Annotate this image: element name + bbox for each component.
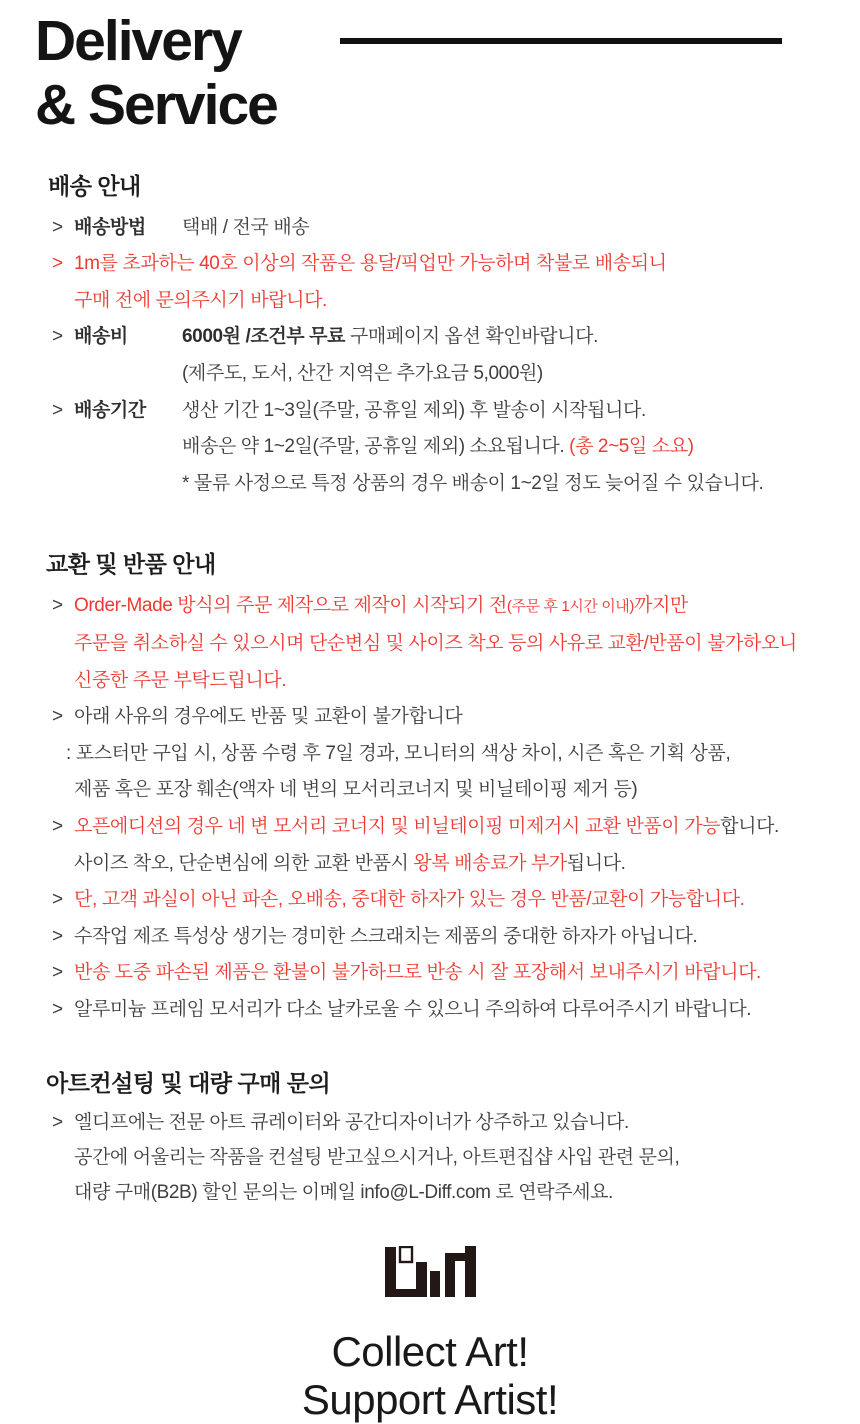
- page-title-line2: & Service: [35, 72, 277, 137]
- page-title: [35, 10, 860, 138]
- contact-email: info@L-Diff.com: [360, 1181, 491, 1203]
- bullet: >: [52, 998, 63, 1020]
- round-trip-tail: 됩니다.: [566, 852, 626, 874]
- exchange-heading: 교환 및 반품 안내: [46, 551, 216, 578]
- open-edition-row: [46, 809, 830, 846]
- footer-tagline: [0, 1328, 860, 1424]
- footer: [0, 1246, 860, 1424]
- consulting-line1: 엘디프에는 전문 아트 큐레이터와 공간디자이너가 상주하고 있습니다.: [74, 1111, 629, 1133]
- bullet: >: [52, 326, 63, 348]
- period-line2-black: 배송은 약 1~2일(주말, 공휴일 제외) 소요됩니다.: [182, 436, 570, 458]
- round-trip-red: 왕복 배송료가 부가: [413, 852, 567, 874]
- consulting-line3: [74, 1175, 613, 1210]
- order-made-line3: 신중한 주문 부탁드립니다.: [74, 669, 287, 691]
- aluminum-row: [46, 992, 830, 1029]
- bullet: >: [52, 253, 63, 275]
- bullet: >: [52, 815, 63, 837]
- scratch-line: 수작업 제조 특성상 생기는 경미한 스크래치는 제품의 중대한 하자가 아닙니다.: [74, 925, 698, 947]
- page-title-line1: Delivery: [35, 9, 241, 73]
- oversize-notice-line2: 구매 전에 문의주시기 바랍니다.: [74, 289, 327, 311]
- tagline-line2: Support Artist!: [301, 1375, 559, 1423]
- shipping-period-line2-row: [46, 429, 830, 466]
- open-edition-tail: 합니다.: [720, 815, 779, 837]
- consulting-section: [0, 1065, 860, 1210]
- shipping-fee-value: [182, 319, 830, 356]
- consulting-line2: 공간에 어울리는 작품을 컨설팅 받고싶으시거나, 아트편집샵 사입 관련 문의,: [74, 1146, 680, 1168]
- bullet: >: [52, 399, 63, 421]
- open-edition-line1: [74, 809, 830, 846]
- no-return-line2: : 포스터만 구입 시, 상품 수령 후 7일 경과, 모니터의 색상 차이, 시즌 혹은 기획 상품,: [66, 742, 731, 764]
- tagline-line1: Collect Art!: [331, 1327, 529, 1375]
- shipping-period-line3: * 물류 사정으로 특정 상품의 경우 배송이 1~2일 정도 늦어질 수 있습니다.: [182, 472, 764, 494]
- bullet: >: [52, 889, 63, 911]
- aluminum-line: 알루미늄 프레임 모서리가 다소 날카로울 수 있으니 주의하여 다루어주시기 바랍니다.: [74, 998, 752, 1020]
- order-made-cont2: [46, 663, 830, 700]
- header-rule-divider: [340, 38, 782, 44]
- shipping-fee-label: 배송비: [74, 326, 128, 348]
- page-header: [0, 0, 860, 138]
- bullet: >: [52, 1111, 63, 1133]
- bullet: >: [52, 962, 63, 984]
- round-trip-line: [74, 846, 626, 883]
- consulting-row: [46, 1105, 830, 1140]
- consulting-heading: 아트컨설팅 및 대량 구매 문의: [46, 1069, 331, 1096]
- shipping-period-label: 배송기간: [74, 399, 146, 421]
- order-made-line1: [74, 588, 830, 626]
- shipping-fee-rest: 구매페이지 옵션 확인바랍니다.: [345, 326, 598, 348]
- return-damage-row: [46, 955, 830, 992]
- order-made-line2: 주문을 취소하실 수 있으시며 단순변심 및 사이즈 착오 등의 사유로 교환/반품이 불가하오니: [74, 633, 797, 654]
- shipping-method-value: 택배 / 전국 배송: [182, 216, 310, 238]
- order-made-cont1: [46, 626, 830, 663]
- return-damage-line: 반송 도중 파손된 제품은 환불이 불가하므로 반송 시 잘 포장해서 보내주시기 바랍니다.: [74, 962, 761, 984]
- shipping-period-line1: 생산 기간 1~3일(주말, 공휴일 제외) 후 발송이 시작됩니다.: [182, 399, 646, 421]
- oversize-notice-cont: [46, 283, 830, 320]
- shipping-fee-amount: 6000원 /조건부 무료: [182, 326, 346, 348]
- shipping-fee-note: (제주도, 도서, 산간 지역은 추가요금 5,000원): [182, 363, 543, 385]
- consulting-cont1: [46, 1140, 830, 1175]
- order-made-pre: Order-Made 방식의 주문 제작으로 제작이 시작되기 전: [74, 595, 507, 617]
- shipping-method-row: [46, 210, 830, 247]
- shipping-heading: 배송 안내: [48, 172, 141, 199]
- order-made-post: 까지만: [634, 595, 688, 617]
- bullet: >: [52, 595, 63, 617]
- order-made-small: (주문 후 1시간 이내): [506, 598, 634, 616]
- exchange-section: [0, 546, 860, 1028]
- shipping-method-label: 배송방법: [74, 216, 146, 238]
- shipping-section: [0, 168, 860, 503]
- consulting-cont2: [46, 1175, 830, 1210]
- no-return-line3: 제품 혹은 포장 훼손(액자 네 변의 모서리코너지 및 비닐테이핑 제거 등): [74, 779, 638, 801]
- shipping-fee-note-row: [46, 356, 830, 393]
- shipping-period-row: [46, 393, 830, 430]
- open-edition-red: 오픈에디션의 경우 네 변 모서리 코너지 및 비닐테이핑 미제거시 교환 반품이 가능: [74, 815, 721, 837]
- damage-line: 단, 고객 과실이 아닌 파손, 오배송, 중대한 하자가 있는 경우 반품/교환이 가능합니다.: [74, 889, 745, 911]
- shipping-fee-row: [46, 319, 830, 356]
- shipping-period-line2: [182, 429, 694, 466]
- damage-row: [46, 882, 830, 919]
- order-made-row: [46, 588, 830, 626]
- bullet: >: [52, 925, 63, 947]
- round-trip-black: 사이즈 착오, 단순변심에 의한 교환 반품시: [74, 852, 414, 874]
- consulting-line3-post: 로 연락주세요.: [490, 1181, 613, 1203]
- period-line2-red: (총 2~5일 소요): [569, 436, 694, 458]
- no-return-row: [46, 699, 830, 736]
- ldiff-logo-icon: [385, 1246, 476, 1297]
- oversize-notice-line1: 1m를 초과하는 40호 이상의 작품은 용달/픽업만 가능하며 착불로 배송되니: [74, 253, 667, 275]
- bullet: >: [52, 706, 63, 728]
- no-return-cont1: [46, 736, 830, 773]
- no-return-cont2: [46, 772, 830, 809]
- oversize-notice-row: [46, 246, 830, 283]
- bullet: >: [52, 216, 63, 238]
- consulting-line3-pre: 대량 구매(B2B) 할인 문의는 이메일: [74, 1181, 361, 1203]
- shipping-period-line3-row: [46, 466, 830, 503]
- open-edition-cont: [46, 846, 830, 883]
- no-return-line1: 아래 사유의 경우에도 반품 및 교환이 불가합니다: [74, 706, 463, 728]
- scratch-row: [46, 919, 830, 956]
